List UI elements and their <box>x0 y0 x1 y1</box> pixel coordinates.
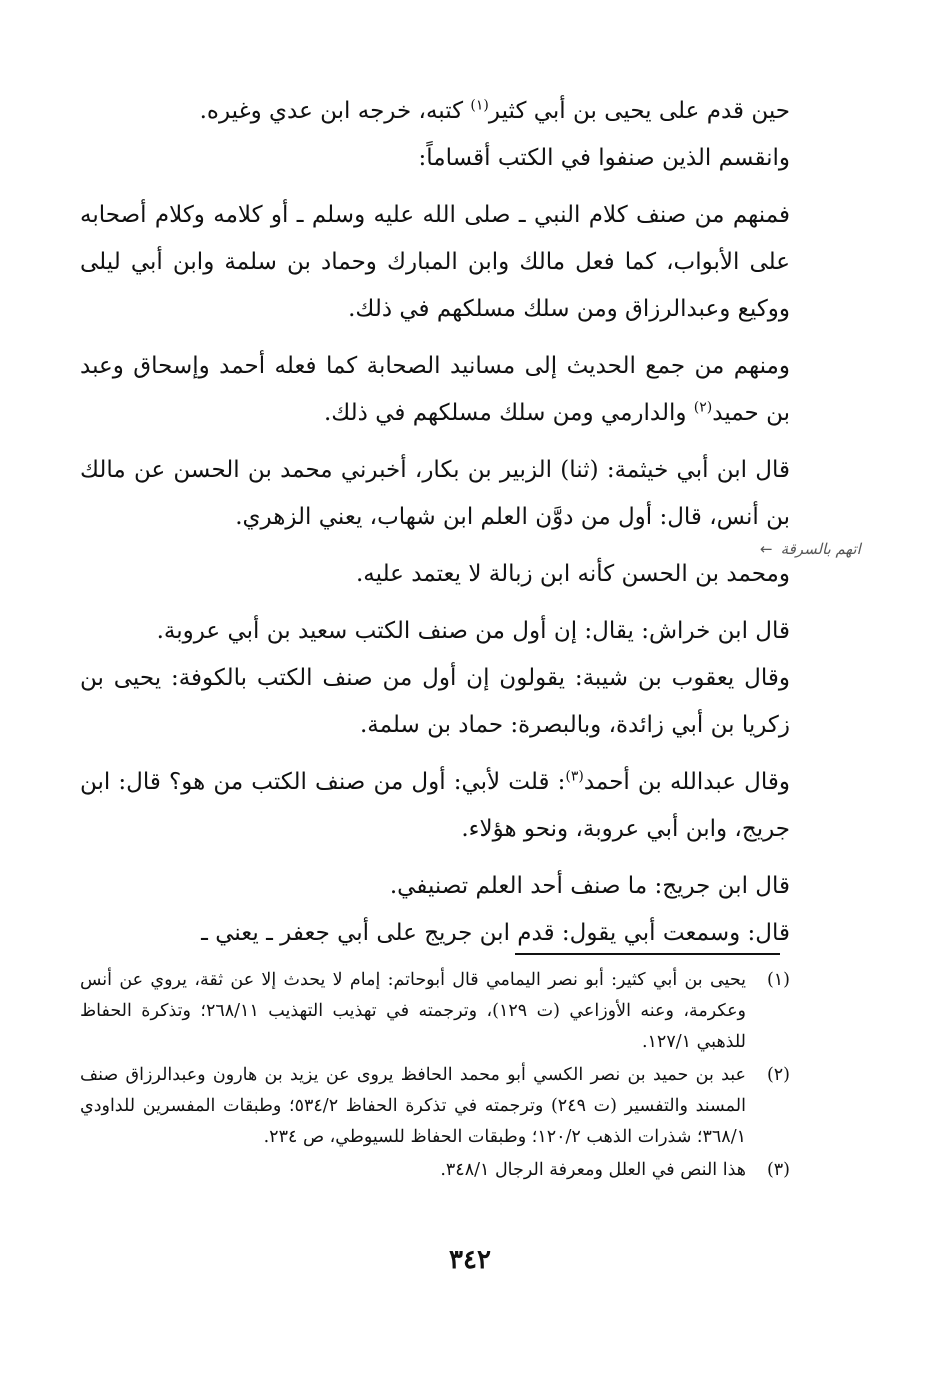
footnotes <box>80 965 790 1188</box>
paragraph-9 <box>80 759 790 853</box>
footnote-divider <box>515 953 780 955</box>
paragraph-6: ومحمد بن الحسن كأنه ابن زبالة لا يعتمد عليه. <box>355 561 790 587</box>
footnote-ref-1[interactable]: (١) <box>470 97 489 114</box>
paragraph-8: وقال يعقوب بن شيبة: يقولون إن أول من صنف الكتب بالكوفة: يحيى بن زكريا بن أبي زائدة، وبالبصرة: حماد بن سلمة. <box>80 665 790 738</box>
page-number: ٣٤٢ <box>449 1245 491 1275</box>
footnote-2 <box>80 1060 790 1153</box>
paragraph-1-text-b: كتبه، خرجه ابن عدي وغيره. <box>199 98 471 124</box>
footnote-text: هذا النص في العلل ومعرفة الرجال ٣٤٨/١. <box>440 1160 746 1180</box>
paragraph-1 <box>80 88 790 135</box>
paragraph-2: وانقسم الذين صنفوا في الكتب أقساماً: <box>418 145 790 171</box>
footnote-1 <box>80 965 790 1058</box>
footnote-text: عبد بن حميد بن نصر الكسي أبو محمد الحافظ يروى عن يزيد بن هارون وعبدالرزاق صنف المسند والتفسير (ت ٢٤٩) وترجمته في تذكرة الحفاظ ٥٣٤/٢؛ وطبقات المفسرين للداودي ٣٦٨/١؛ شذرات الذهب ١٢٠/٢؛ وطبقات الحفاظ للسيوطي، ص ٢٣٤. <box>80 1065 746 1147</box>
footnote-number: (٣) <box>766 1160 790 1180</box>
paragraph-4-text-b: والدارمي ومن سلك مسلكهم في ذلك. <box>323 400 694 426</box>
paragraph-9-text-b: : قلت لأبي: أول من صنف الكتب من هو؟ قال: ابن جريج، وابن أبي عروبة، ونحو هؤلاء. <box>80 769 790 842</box>
footnote-3 <box>80 1155 790 1186</box>
paragraph-5: قال ابن أبي خيثمة: (ثنا) الزبير بن بكار، أخبرني محمد بن الحسن عن مالك بن أنس، قال: أول من دوَّن العلم ابن شهاب، يعني الزهري. <box>80 457 790 530</box>
handwritten-margin-note <box>760 540 861 558</box>
arrow-icon: ← <box>760 540 773 558</box>
paragraph-4-text-a: ومنهم من جمع الحديث إلى مسانيد الصحابة كما فعله أحمد وإسحاق وعبد بن حميد <box>80 353 790 426</box>
main-text <box>80 88 790 957</box>
footnote-number: (٢) <box>766 1065 790 1085</box>
paragraph-1-text-a: حين قدم على يحيى بن أبي كثير <box>488 98 790 124</box>
paragraph-3: فمنهم من صنف كلام النبي ـ صلى الله عليه وسلم ـ أو كلامه وكلام أصحابه على الأبواب، كما فعل مالك وابن المبارك وحماد بن سلمة وابن أبي ليلى ووكيع وعبدالرزاق ومن سلك مسلكهم في ذلك. <box>80 202 790 322</box>
footnote-number: (١) <box>766 970 790 990</box>
paragraph-9-text-a: وقال عبدالله بن أحمد <box>583 769 790 795</box>
paragraph-4 <box>80 343 790 437</box>
paragraph-11: قال: وسمعت أبي يقول: قدم ابن جريج على أبي جعفر ـ يعني ـ <box>201 920 790 946</box>
margin-note-text: اتهم بالسرقة <box>780 540 861 558</box>
footnote-ref-3[interactable]: (٣) <box>565 768 584 785</box>
footnote-ref-2[interactable]: (٢) <box>693 399 713 416</box>
paragraph-10: قال ابن جريج: ما صنف أحد العلم تصنيفي. <box>389 873 790 899</box>
footnote-text: يحيى بن أبي كثير: أبو نصر اليمامي قال أبوحاتم: إمام لا يحدث إلا عن ثقة، يروي عن أنس وعكرمة، وعنه الأوزاعي (ت ١٢٩)، وترجمته في تهذيب التهذيب ٢٦٨/١١؛ وتذكرة الحفاظ للذهبي ١٢٧/١. <box>80 970 746 1052</box>
paragraph-7: قال ابن خراش: يقال: إن أول من صنف الكتب سعيد بن أبي عروبة. <box>156 618 790 644</box>
